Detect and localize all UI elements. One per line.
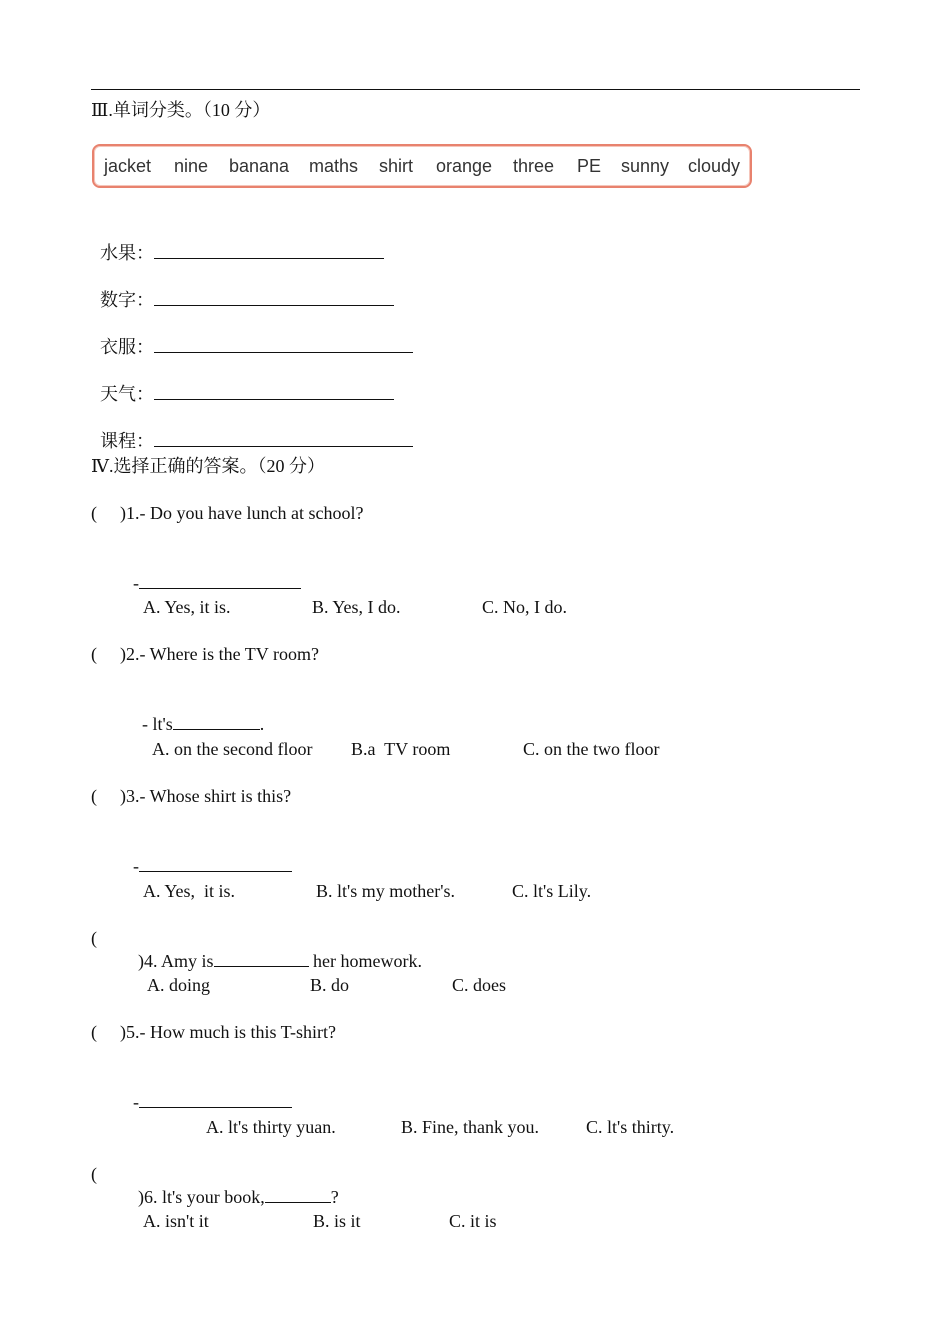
q4-option-b[interactable]: B. do: [310, 975, 350, 995]
q5-answer-blank[interactable]: [139, 1090, 292, 1108]
q3-answer-prefix: -: [133, 856, 139, 876]
q6-paren[interactable]: (: [91, 1164, 97, 1184]
q2-paren[interactable]: (: [91, 644, 97, 664]
word-maths: maths: [309, 156, 359, 176]
category-fruit: [91, 219, 384, 264]
q2-answer-blank[interactable]: [173, 712, 260, 730]
category-weather: [91, 360, 394, 405]
word-jacket: jacket: [104, 156, 152, 176]
word-nine: nine: [174, 156, 209, 176]
category-subject-blank[interactable]: [154, 429, 413, 447]
q1-option-c[interactable]: C. No, I do.: [482, 597, 567, 617]
top-rule: [91, 89, 860, 90]
q4-question: [129, 927, 422, 972]
q1-question: )1.- Do you have lunch at school?: [120, 503, 364, 523]
category-weather-label: 天气：: [100, 384, 154, 404]
q3-option-a[interactable]: A. Yes, it is.: [143, 881, 236, 901]
section-3-title: Ⅲ.单词分类。（10 分）: [91, 100, 271, 120]
q3-answer-blank[interactable]: [139, 854, 292, 872]
q6-question: [129, 1163, 339, 1208]
q2-option-b[interactable]: B.a TV room: [351, 739, 451, 759]
word-three: three: [513, 156, 555, 176]
category-clothes-blank[interactable]: [154, 335, 413, 353]
q4-paren[interactable]: (: [91, 928, 97, 948]
category-clothes: [91, 313, 413, 358]
q5-answer-line: [124, 1068, 292, 1113]
category-fruit-blank[interactable]: [154, 241, 384, 259]
q2-option-c[interactable]: C. on the two floor: [523, 739, 660, 759]
category-fruit-label: 水果：: [100, 243, 154, 263]
q2-question: )2.- Where is the TV room?: [120, 644, 319, 664]
q1-option-b[interactable]: B. Yes, I do.: [312, 597, 401, 617]
q1-answer-prefix: -: [133, 573, 139, 593]
q1-option-a[interactable]: A. Yes, it is.: [143, 597, 231, 617]
q2-answer-suffix: .: [259, 714, 265, 734]
q3-question: )3.- Whose shirt is this?: [120, 786, 292, 806]
word-bank-box: [92, 144, 752, 188]
q5-question: )5.- How much is this T-shirt?: [120, 1022, 336, 1042]
category-clothes-label: 衣服：: [100, 337, 154, 357]
q3-option-c[interactable]: C. lt's Lily.: [512, 881, 592, 901]
q2-answer-prefix: - lt's: [142, 714, 173, 734]
q1-answer-blank[interactable]: [139, 571, 301, 589]
q2-option-a[interactable]: A. on the second floor: [152, 739, 313, 759]
section-4-title: Ⅳ.选择正确的答案。（20 分）: [91, 456, 325, 476]
q4-question-suffix: her homework.: [308, 951, 422, 971]
category-number: [91, 266, 394, 311]
word-banana: banana: [229, 156, 290, 176]
q6-option-a[interactable]: A. isn't it: [143, 1211, 209, 1231]
q6-question-suffix: ?: [330, 1187, 339, 1207]
category-subject-label: 课程：: [100, 431, 154, 451]
category-number-label: 数字：: [100, 290, 154, 310]
word-shirt: shirt: [379, 156, 414, 176]
q1-answer-line: [124, 549, 301, 594]
word-sunny: sunny: [621, 156, 670, 176]
q6-answer-blank[interactable]: [265, 1185, 331, 1203]
word-orange: orange: [436, 156, 493, 176]
q5-option-c[interactable]: C. lt's thirty.: [586, 1117, 675, 1137]
category-number-blank[interactable]: [154, 288, 394, 306]
q4-answer-blank[interactable]: [214, 949, 309, 967]
q5-option-a[interactable]: A. lt's thirty yuan.: [206, 1117, 336, 1137]
q3-option-b[interactable]: B. lt's my mother's.: [316, 881, 455, 901]
q2-answer-line: [133, 690, 264, 735]
q4-question-prefix: )4. Amy is: [138, 951, 214, 971]
q3-answer-line: [124, 832, 292, 877]
q3-paren[interactable]: (: [91, 786, 97, 806]
q6-option-b[interactable]: B. is it: [313, 1211, 361, 1231]
word-pe: PE: [577, 156, 602, 176]
q6-question-prefix: )6. lt's your book,: [138, 1187, 265, 1207]
word-cloudy: cloudy: [688, 156, 741, 176]
q1-paren[interactable]: (: [91, 503, 97, 523]
q5-answer-prefix: -: [133, 1092, 139, 1112]
q4-option-a[interactable]: A. doing: [147, 975, 210, 995]
q4-option-c[interactable]: C. does: [452, 975, 506, 995]
category-weather-blank[interactable]: [154, 382, 394, 400]
q6-option-c[interactable]: C. it is: [449, 1211, 497, 1231]
q5-paren[interactable]: (: [91, 1022, 97, 1042]
q5-option-b[interactable]: B. Fine, thank you.: [401, 1117, 539, 1137]
category-subject: [91, 407, 413, 452]
